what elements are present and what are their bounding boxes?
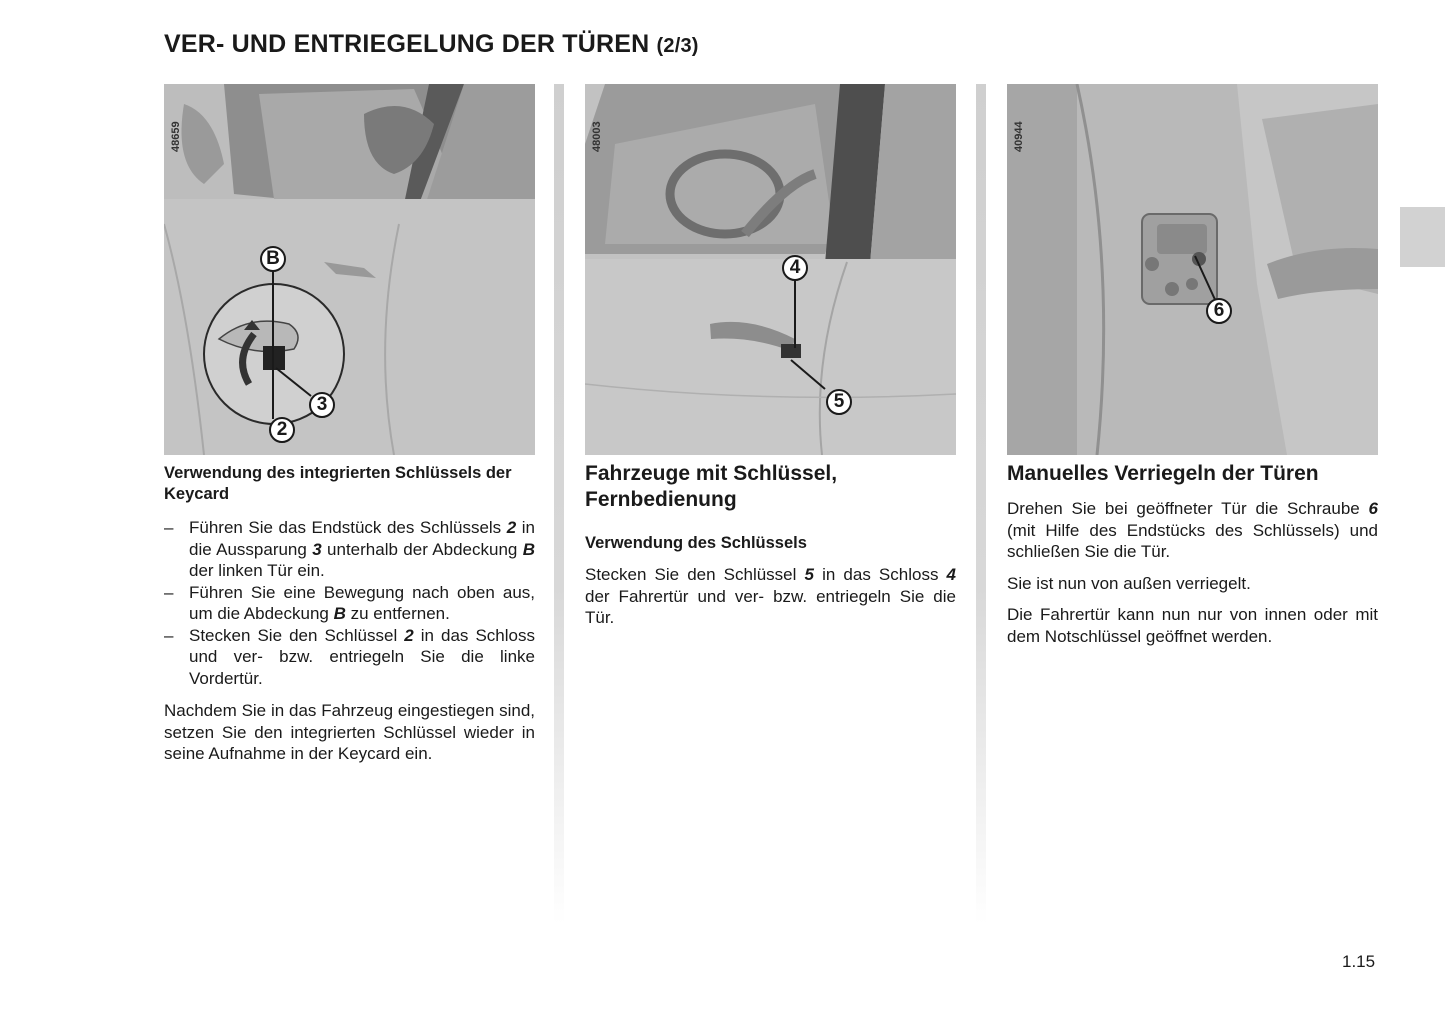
page-title-part: (2/3) — [656, 35, 699, 57]
instruction-item: – Führen Sie eine Bewegung nach oben aus, um die Abdeckung B zu entfernen. — [164, 582, 535, 623]
remote-key-heading: Fahrzeuge mit Schlüssel, Fernbedienung — [585, 462, 838, 511]
keycard-return-paragraph: Nachdem Sie in das Fahrzeug eingestiegen sind, setzen Sie den integrierten Schlüssel wieder in seine Aufnahme in der Keycard ein. — [164, 701, 535, 763]
figure-door-lock — [585, 84, 956, 455]
callout-5: 5 — [826, 389, 852, 415]
key-usage-paragraph: Stecken Sie den Schlüssel 5 in das Schloss 4 der Fahrertür und ver- bzw. entriegeln Sie die Tür. — [585, 565, 957, 627]
figure-reference-number: 48659 — [170, 121, 182, 152]
instruction-item: – Führen Sie das Endstück des Schlüssels 2 in die Aussparung 3 unterhalb der Abdeckung B der linken Tür ein. — [164, 518, 535, 580]
instruction-item: – Stecken Sie den Schlüssel 2 in das Schloss und ver- bzw. entriegeln Sie die linke Vordertür. — [164, 625, 535, 688]
page-number: 1.15 — [1342, 952, 1376, 971]
column-divider-left — [554, 84, 564, 924]
manual-lock-paragraph-1: Drehen Sie bei geöffneter Tür die Schraube 6 (mit Hilfe des Endstücks des Schlüssels) und schließen Sie die Tür. — [1007, 499, 1378, 561]
chapter-thumb-tab — [1400, 207, 1445, 267]
manual-lock-heading: Manuelles Verriegeln der Türen — [1007, 462, 1319, 485]
callout-4: 4 — [782, 255, 808, 281]
door-illustration-2 — [585, 84, 956, 455]
callout-2: 2 — [269, 417, 295, 443]
figure-door-keycard — [164, 84, 535, 455]
figure-reference-number: 40944 — [1013, 121, 1025, 152]
callout-6: 6 — [1206, 298, 1232, 324]
column-divider-right — [976, 84, 986, 924]
door-illustration-1 — [164, 84, 535, 455]
callout-3: 3 — [309, 392, 335, 418]
figure-door-screw — [1007, 84, 1378, 455]
keycard-instructions — [164, 517, 535, 689]
keycard-key-heading: Verwendung des integrierten Schlüssels der Keycard — [164, 464, 512, 503]
page-title-text: VER- UND ENTRIEGELUNG DER TÜREN — [164, 30, 650, 58]
callout-b: B — [260, 246, 286, 272]
page-title — [164, 30, 699, 59]
key-usage-subheading: Verwendung des Schlüssels — [585, 534, 807, 552]
manual-lock-paragraph-3: Die Fahrertür kann nun nur von innen oder mit dem Notschlüssel geöffnet werden. — [1007, 605, 1378, 646]
manual-lock-paragraph-2: Sie ist nun von außen verriegelt. — [1007, 573, 1251, 593]
column-keycard — [164, 84, 535, 765]
figure-reference-number: 48003 — [591, 121, 603, 152]
door-illustration-3 — [1007, 84, 1378, 455]
column-remote-key — [585, 84, 956, 629]
column-manual-lock — [1007, 84, 1378, 647]
